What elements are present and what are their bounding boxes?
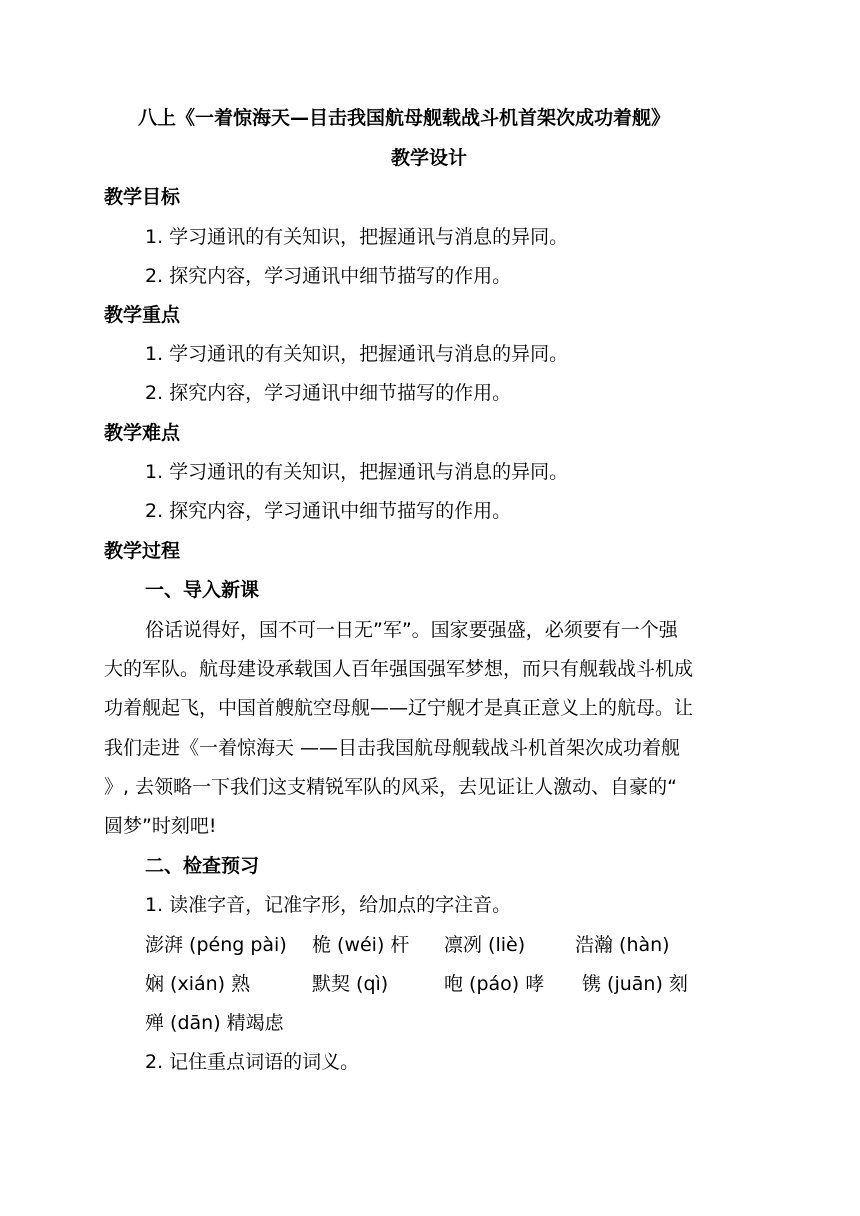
goal-item: 1. 学习通讯的有关知识，把握通讯与消息的异同。 [145, 226, 569, 248]
paragraph-line: 俗话说得好，国不可一日无”军”。国家要强盛，必须要有一个强 [145, 619, 678, 641]
pinyin-entry: 凛冽 (liè) [444, 934, 526, 956]
section-heading-process: 教学过程 [104, 540, 181, 562]
paragraph-line: 》, 去领略一下我们这支精锐军队的风采，去见证让人激动、自豪的“ [104, 776, 677, 798]
pinyin-row [0, 972, 860, 996]
section-heading-difficult-points: 教学难点 [104, 422, 181, 444]
paragraph-line: 我们走进《一着惊海天 ——目击我国航母舰载战斗机首架次成功着舰 [104, 737, 681, 759]
pinyin-row [0, 933, 860, 957]
preview-item: 1. 读准字音，记准字形，给加点的字注音。 [145, 894, 512, 916]
pinyin-entry: 澎湃 (péng pài) [145, 934, 287, 956]
key-point-item: 2. 探究内容，学习通讯中细节描写的作用。 [145, 382, 512, 404]
pinyin-entry: 浩瀚 (hàn) [575, 934, 670, 956]
section-heading-goals: 教学目标 [104, 186, 181, 208]
subsection-heading-intro: 一、导入新课 [145, 579, 260, 601]
pinyin-row [0, 1011, 860, 1035]
pinyin-entry: 殚 (dān) 精竭虑 [145, 1012, 284, 1034]
document-subtitle: 教学设计 [391, 147, 468, 169]
key-point-item: 1. 学习通讯的有关知识，把握通讯与消息的异同。 [145, 343, 569, 365]
preview-item: 2. 记住重点词语的词义。 [145, 1051, 360, 1073]
paragraph-line: 功着舰起飞，中国首艘航空母舰——辽宁舰才是真正意义上的航母。让 [104, 697, 694, 719]
section-heading-key-points: 教学重点 [104, 304, 181, 326]
pinyin-entry: 咆 (páo) 哮 [444, 973, 545, 995]
paragraph-line: 圆梦”时刻吧! [104, 815, 217, 837]
subsection-heading-preview: 二、检查预习 [145, 855, 260, 877]
pinyin-entry: 镌 (juān) 刻 [582, 973, 688, 995]
pinyin-entry: 娴 (xián) 熟 [145, 973, 251, 995]
pinyin-entry: 桅 (wéi) 杆 [312, 934, 410, 956]
difficult-point-item: 1. 学习通讯的有关知识，把握通讯与消息的异同。 [145, 461, 569, 483]
goal-item: 2. 探究内容，学习通讯中细节描写的作用。 [145, 265, 512, 287]
paragraph-line: 大的军队。航母建设承载国人百年强国强军梦想，而只有舰载战斗机成 [104, 658, 694, 680]
document-title: 八上《一着惊海天—目击我国航母舰载战斗机首架次成功着舰》 [138, 107, 671, 129]
difficult-point-item: 2. 探究内容，学习通讯中细节描写的作用。 [145, 500, 512, 522]
pinyin-entry: 默契 (qì) [312, 973, 389, 995]
